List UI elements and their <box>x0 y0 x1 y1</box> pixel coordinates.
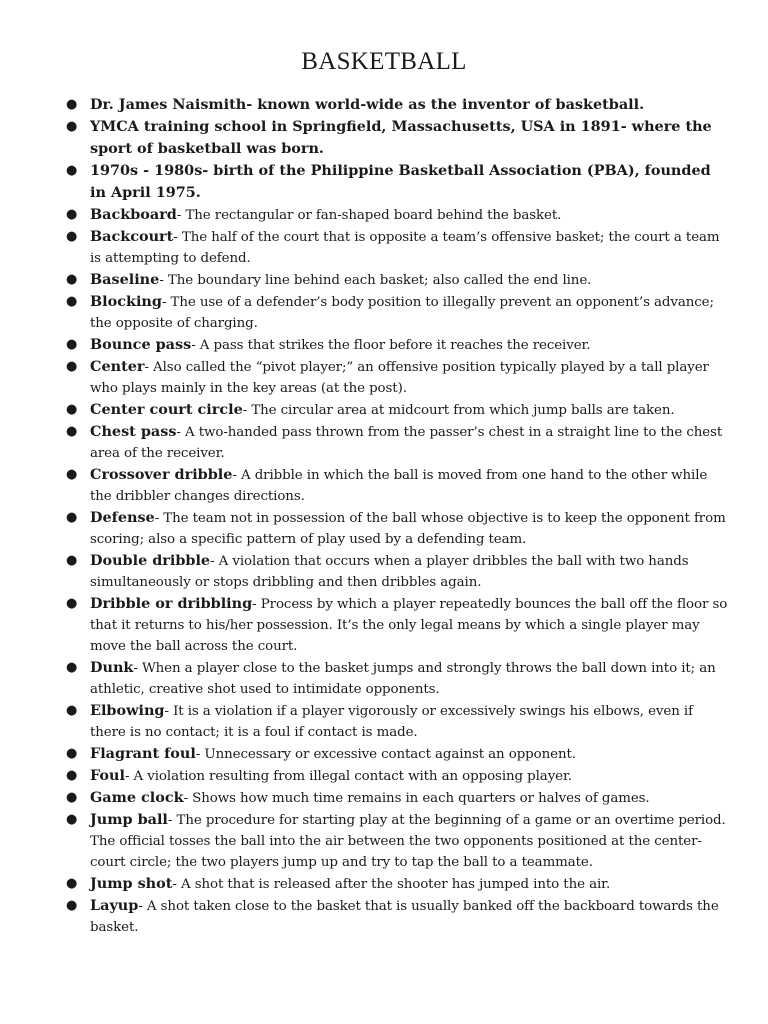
list-item <box>66 550 730 593</box>
term: Game clock <box>90 789 184 806</box>
list-item <box>66 700 730 743</box>
glossary-list <box>66 94 730 938</box>
definition: - When a player close to the basket jumps and strongly throws the ball down into it; an athletic, creative shot used to intimidate opponents. <box>90 661 716 697</box>
list-item <box>66 787 730 809</box>
bullet-icon: ● <box>66 596 78 611</box>
list-item <box>66 399 730 421</box>
term: Backcourt <box>90 228 174 245</box>
bullet-icon: ● <box>66 207 78 222</box>
definition: - A shot taken close to the basket that is usually banked off the backboard towards the basket. <box>90 899 719 935</box>
page-title: BASKETBALL <box>301 48 467 75</box>
definition: - Shows how much time remains in each quarters or halves of games. <box>183 791 650 806</box>
bullet-icon: ● <box>66 790 78 805</box>
list-item <box>66 94 730 116</box>
list-item <box>66 356 730 399</box>
term: Elbowing <box>90 702 165 719</box>
term: Defense <box>90 509 155 526</box>
list-item <box>66 204 730 226</box>
definition: - The procedure for starting play at the beginning of a game or an overtime period. The official tosses the ball into the air between the two opponents positioned at the center-court circle; the two players jump up and try to tap the ball to a teammate. <box>90 813 726 870</box>
definition: - It is a violation if a player vigorously or excessively swings his elbows, even if there is no contact; it is a foul if contact is made. <box>90 704 693 740</box>
list-item <box>66 464 730 507</box>
bullet-icon: ● <box>66 812 78 827</box>
list-item <box>66 160 730 204</box>
bullet-icon: ● <box>66 359 78 374</box>
bullet-icon: ● <box>66 467 78 482</box>
definition: - A violation that occurs when a player dribbles the ball with two hands simultaneously or stops dribbling and then dribbles again. <box>90 554 689 590</box>
term: Chest pass <box>90 423 177 440</box>
term: Center <box>90 358 145 375</box>
term: Foul <box>90 767 125 784</box>
bullet-icon: ● <box>66 703 78 718</box>
definition: - A pass that strikes the floor before it reaches the receiver. <box>191 338 591 353</box>
list-item <box>66 873 730 895</box>
list-item <box>66 743 730 765</box>
list-item <box>66 291 730 334</box>
bullet-icon: ● <box>66 553 78 568</box>
definition: - The half of the court that is opposite a team’s offensive basket; the court a team is attempting to defend. <box>90 230 720 266</box>
list-item <box>66 226 730 269</box>
list-item <box>66 269 730 291</box>
list-item <box>66 421 730 464</box>
bullet-icon: ● <box>66 163 78 178</box>
bullet-icon: ● <box>66 119 78 134</box>
list-item <box>66 895 730 938</box>
list-item <box>66 809 730 873</box>
definition: - A dribble in which the ball is moved from one hand to the other while the dribbler changes directions. <box>90 468 708 504</box>
list-item <box>66 334 730 356</box>
term: Dribble or dribbling <box>90 595 253 612</box>
bullet-icon: ● <box>66 424 78 439</box>
definition: - The boundary line behind each basket; also called the end line. <box>159 273 592 288</box>
definition: - Unnecessary or excessive contact against an opponent. <box>195 747 576 762</box>
term: 1970s - 1980s- birth of the Philippine Basketball Association (PBA), founded in April 1975. <box>90 162 711 201</box>
bullet-icon: ● <box>66 97 78 112</box>
term: Layup <box>90 897 139 914</box>
bullet-icon: ● <box>66 768 78 783</box>
bullet-icon: ● <box>66 402 78 417</box>
bullet-icon: ● <box>66 898 78 913</box>
term: Jump ball <box>90 811 168 828</box>
term: YMCA training school in Springfield, Massachusetts, USA in 1891- where the sport of basketball was born. <box>90 118 712 157</box>
term: Center court circle <box>90 401 243 418</box>
definition: - The use of a defender’s body position to illegally prevent an opponent’s advance; the opposite of charging. <box>90 295 714 331</box>
definition: - The rectangular or fan-shaped board behind the basket. <box>176 208 562 223</box>
term: Dr. James Naismith- known world-wide as the inventor of basketball. <box>90 96 645 113</box>
bullet-icon: ● <box>66 337 78 352</box>
term: Bounce pass <box>90 336 192 353</box>
list-item <box>66 116 730 160</box>
bullet-icon: ● <box>66 272 78 287</box>
term: Flagrant foul <box>90 745 196 762</box>
bullet-icon: ● <box>66 510 78 525</box>
term: Baseline <box>90 271 160 288</box>
term: Jump shot <box>90 875 173 892</box>
bullet-icon: ● <box>66 229 78 244</box>
definition: - Also called the “pivot player;” an offensive position typically played by a tall player who plays mainly in the key areas (at the post). <box>90 360 709 396</box>
bullet-icon: ● <box>66 876 78 891</box>
definition: - Process by which a player repeatedly bounces the ball off the floor so that it returns to his/her possession. It’s the only legal means by which a single player may move the ball across the court. <box>90 597 728 654</box>
term: Crossover dribble <box>90 466 233 483</box>
definition: - The circular area at midcourt from which jump balls are taken. <box>242 403 675 418</box>
term: Dunk <box>90 659 134 676</box>
bullet-icon: ● <box>66 294 78 309</box>
list-item <box>66 765 730 787</box>
definition: - The team not in possession of the ball whose objective is to keep the opponent from scoring; also a specific pattern of play used by a defending team. <box>90 511 726 547</box>
bullet-icon: ● <box>66 660 78 675</box>
term: Backboard <box>90 206 177 223</box>
list-item <box>66 593 730 657</box>
bullet-icon: ● <box>66 746 78 761</box>
list-item <box>66 507 730 550</box>
term: Blocking <box>90 293 162 310</box>
definition: - A shot that is released after the shooter has jumped into the air. <box>172 877 611 892</box>
definition: - A two-handed pass thrown from the passer’s chest in a straight line to the chest area of the receiver. <box>90 425 723 461</box>
term: Double dribble <box>90 552 211 569</box>
list-item <box>66 657 730 700</box>
definition: - A violation resulting from illegal contact with an opposing player. <box>124 769 572 784</box>
